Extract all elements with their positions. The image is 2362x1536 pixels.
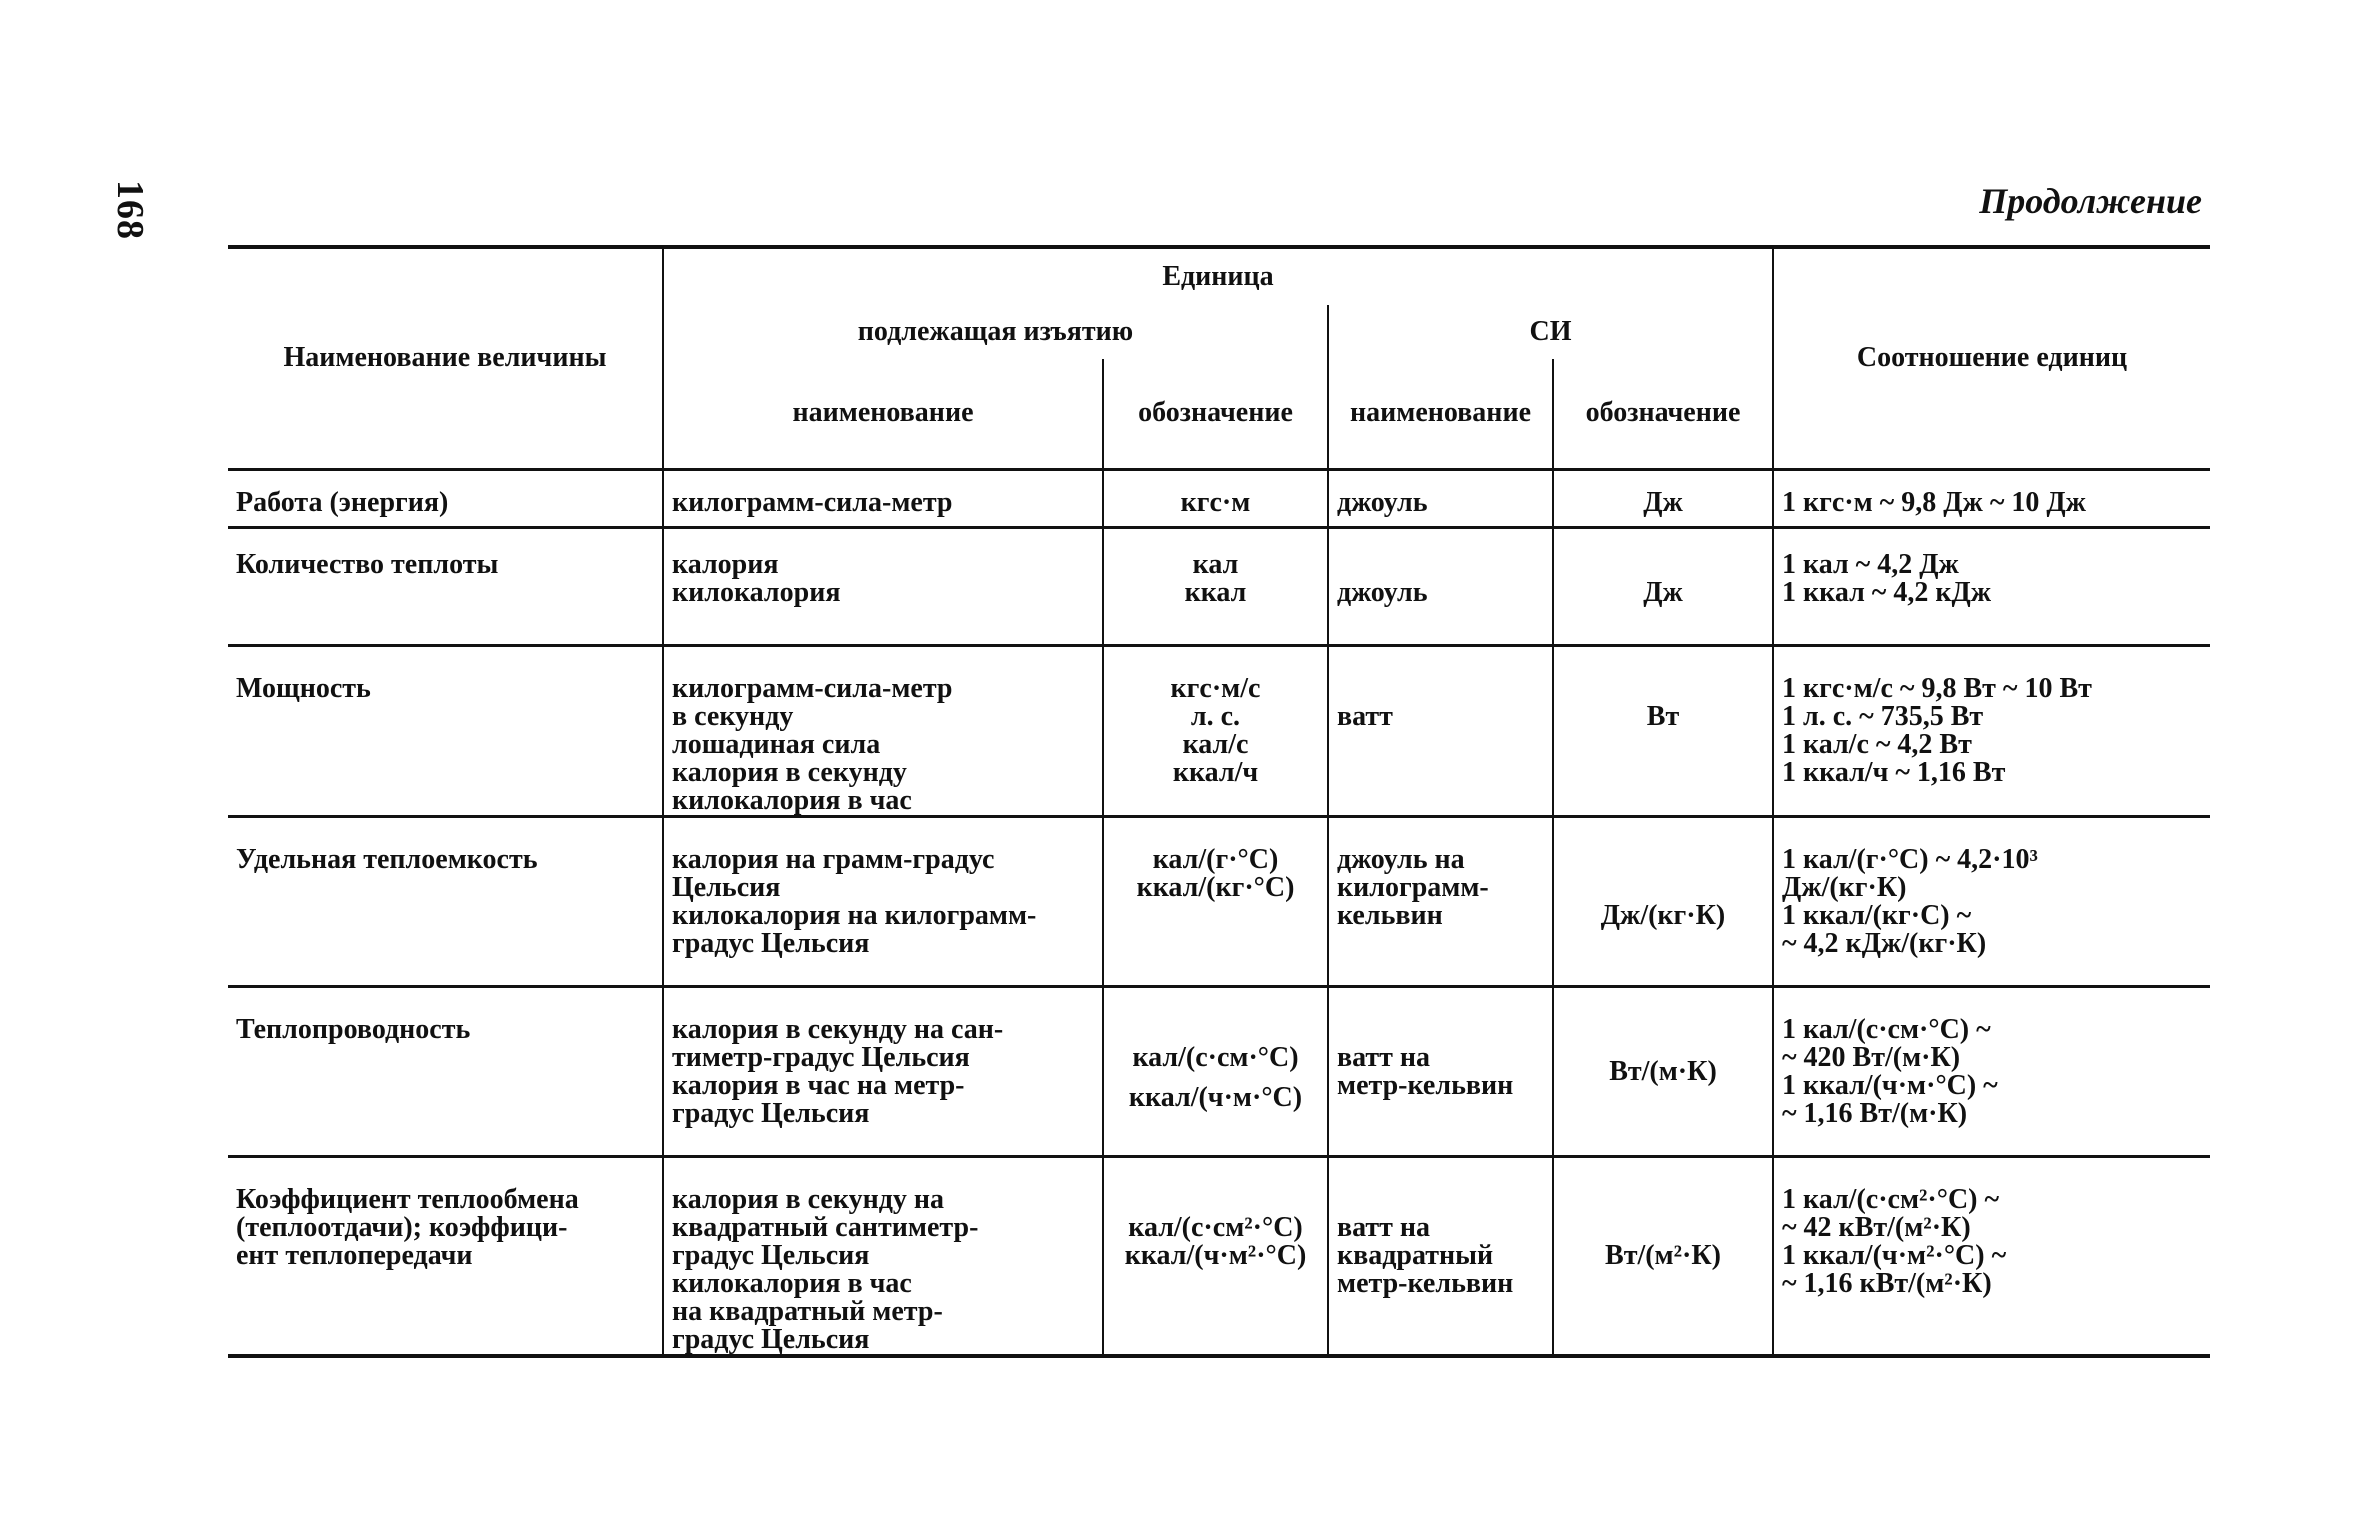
old-name-line: в секунду (672, 700, 794, 732)
old-symbol-cell (1103, 816, 1328, 986)
old-name-cell (663, 527, 1103, 645)
si-name-cell (1328, 527, 1553, 645)
quantity-line: Работа (энергия) (236, 486, 449, 518)
quantity-line: (теплоотдачи); коэффици- (236, 1211, 568, 1243)
continuation-label: Продолжение (1979, 181, 2202, 221)
old-name-line: градус Цельсия (672, 1097, 870, 1129)
si-name-cell (1328, 469, 1553, 527)
quantity-cell (228, 527, 663, 645)
old-symbol-cell (1103, 1156, 1328, 1356)
si-symbol-line: Вт/(м·К) (1609, 1055, 1717, 1087)
si-name-line: ватт на (1337, 1041, 1431, 1073)
quantity-cell (228, 1156, 663, 1356)
quantity-cell (228, 645, 663, 816)
old-symbol-line: кал (1192, 548, 1239, 580)
relation-cell (1773, 469, 2210, 527)
relation-line: 1 л. с. ~ 735,5 Вт (1782, 700, 1984, 732)
si-symbol-cell (1553, 645, 1773, 816)
header-relation (1773, 247, 2210, 469)
si-name-line: квадратный (1337, 1239, 1494, 1271)
old-name-line: градус Цельсия (672, 927, 870, 959)
page-number: 168 (109, 180, 151, 240)
relation-line: ~ 42 кВт/(м²·К) (1782, 1211, 1971, 1243)
old-symbol-line: л. с. (1190, 700, 1241, 732)
quantity-line: ент теплопередачи (236, 1239, 473, 1271)
si-symbol-cell (1553, 816, 1773, 986)
si-name-line: джоуль на (1337, 843, 1465, 875)
si-symbol-cell (1553, 527, 1773, 645)
old-name-cell (663, 986, 1103, 1156)
si-symbol-line: Дж (1643, 576, 1683, 608)
old-symbol-line: кал/с (1182, 728, 1249, 760)
old-symbol-line: ккал/ч (1172, 756, 1259, 788)
relation-line: ~ 4,2 кДж/(кг·К) (1782, 927, 1987, 959)
table-row (228, 1156, 2210, 1356)
relation-line: 1 кгс·м ~ 9,8 Дж ~ 10 Дж (1782, 486, 2086, 518)
units-table-container (228, 245, 2210, 1358)
old-name-line: килокалория в час (672, 784, 912, 816)
old-name-line: калория в секунду (672, 756, 907, 788)
old-name-line: градус Цельсия (672, 1239, 870, 1271)
table-row (228, 986, 2210, 1156)
old-symbol-line: кал/(г·°С) (1152, 843, 1279, 875)
relation-line: 1 кал/(с·см·°С) ~ (1782, 1013, 1991, 1045)
si-symbol-cell (1553, 1156, 1773, 1356)
quantity-line: Количество теплоты (236, 548, 499, 580)
old-symbol-line: кал/(с·см·°С) (1132, 1041, 1299, 1073)
relation-cell (1773, 1156, 2210, 1356)
si-name-line: ватт (1337, 700, 1393, 732)
table-row (228, 527, 2210, 645)
relation-line: 1 ккал/ч ~ 1,16 Вт (1782, 756, 2006, 788)
quantity-cell (228, 816, 663, 986)
header-si-name (1328, 359, 1553, 469)
si-name-line: килограмм- (1337, 871, 1489, 903)
old-name-line: градус Цельсия (672, 1323, 870, 1355)
si-name-line: метр-кельвин (1337, 1267, 1514, 1299)
header-old-symbol-text: обозначение (1138, 397, 1293, 429)
old-name-cell (663, 1156, 1103, 1356)
old-name-line: лошадиная сила (672, 728, 881, 760)
relation-line: 1 кал/(г·°С) ~ 4,2·10³ (1782, 843, 2038, 875)
relation-line: 1 ккал/(ч·м·°С) ~ (1782, 1069, 1998, 1101)
old-name-cell (663, 816, 1103, 986)
relation-line: ~ 1,16 кВт/(м²·К) (1782, 1267, 1992, 1299)
old-name-line: килокалория (672, 576, 841, 608)
units-table (228, 245, 2210, 1358)
old-symbol-line: ккал/(ч·м·°С) (1128, 1081, 1303, 1113)
header-old-symbol (1103, 359, 1328, 469)
old-name-line: калория (672, 548, 779, 580)
header-quantity-text: Наименование величины (283, 342, 607, 374)
old-name-line: на квадратный метр- (672, 1295, 943, 1327)
relation-line: 1 ккал/(ч·м²·°С) ~ (1782, 1239, 2007, 1271)
header-old-name-text: наименование (792, 397, 974, 429)
table-row (228, 816, 2210, 986)
si-symbol-cell (1553, 469, 1773, 527)
relation-cell (1773, 645, 2210, 816)
old-symbol-line: кгс·м (1180, 486, 1251, 518)
old-name-cell (663, 645, 1103, 816)
relation-line: ~ 1,16 Вт/(м·К) (1782, 1097, 1968, 1129)
si-name-line: джоуль (1337, 576, 1428, 608)
header-relation-text: Соотношение единиц (1856, 342, 2128, 374)
header-si-symbol-text: обозначение (1585, 397, 1741, 429)
quantity-cell (228, 986, 663, 1156)
relation-line: 1 ккал ~ 4,2 кДж (1782, 576, 1992, 608)
header-to-withdraw-text: подлежащая изъятию (857, 316, 1134, 347)
old-name-line: калория в секунду на сан- (672, 1013, 1004, 1045)
si-name-line: джоуль (1337, 486, 1428, 518)
relation-line: 1 кал/с ~ 4,2 Вт (1782, 728, 1972, 760)
table-row (228, 469, 2210, 527)
relation-line: 1 кал ~ 4,2 Дж (1782, 548, 1959, 580)
old-name-line: килокалория на килограмм- (672, 899, 1037, 931)
si-name-cell (1328, 986, 1553, 1156)
quantity-line: Теплопроводность (236, 1013, 471, 1045)
relation-line: 1 кгс·м/с ~ 9,8 Вт ~ 10 Вт (1782, 672, 2092, 704)
header-old-name (663, 359, 1103, 469)
relation-line: 1 ккал/(кг·С) ~ (1782, 899, 1972, 931)
header-si-name-text: наименование (1349, 397, 1531, 429)
si-name-cell (1328, 1156, 1553, 1356)
quantity-cell (228, 469, 663, 527)
quantity-line: Коэффициент теплообмена (236, 1183, 579, 1215)
relation-cell (1773, 816, 2210, 986)
old-symbol-line: ккал (1184, 576, 1247, 608)
header-si (1328, 305, 1773, 359)
si-symbol-line: Дж (1643, 486, 1683, 518)
header-unit-text: Единица (1162, 261, 1274, 292)
relation-cell (1773, 527, 2210, 645)
header-to-withdraw (663, 305, 1328, 359)
si-name-cell (1328, 816, 1553, 986)
old-symbol-cell (1103, 645, 1328, 816)
old-name-line: килокалория в час (672, 1267, 912, 1299)
old-name-line: квадратный сантиметр- (672, 1211, 979, 1243)
old-name-line: килограмм-сила-метр (672, 672, 953, 704)
si-name-line: кельвин (1337, 899, 1443, 931)
si-name-line: метр-кельвин (1337, 1069, 1514, 1101)
old-name-line: калория в секунду на (672, 1183, 945, 1215)
old-symbol-line: ккал/(кг·°С) (1136, 871, 1295, 903)
si-symbol-line: Дж/(кг·К) (1600, 899, 1726, 931)
si-symbol-line: Вт (1646, 700, 1680, 732)
quantity-line: Мощность (236, 672, 371, 704)
old-symbol-line: ккал/(ч·м²·°С) (1124, 1239, 1307, 1271)
si-symbol-line: Вт/(м²·К) (1605, 1239, 1721, 1271)
old-symbol-cell (1103, 527, 1328, 645)
relation-line: ~ 420 Вт/(м·К) (1782, 1041, 1961, 1073)
old-name-line: калория в час на метр- (672, 1069, 965, 1101)
old-name-line: калория на грамм-градус (672, 843, 995, 875)
header-si-text: СИ (1529, 316, 1572, 347)
old-symbol-cell (1103, 986, 1328, 1156)
relation-line: Дж/(кг·К) (1782, 871, 1907, 903)
quantity-line: Удельная теплоемкость (236, 843, 538, 875)
table-row (228, 645, 2210, 816)
si-name-cell (1328, 645, 1553, 816)
old-symbol-cell (1103, 469, 1328, 527)
header-si-symbol (1553, 359, 1773, 469)
relation-line: 1 кал/(с·см²·°С) ~ (1782, 1183, 2000, 1215)
header-unit (663, 247, 1773, 305)
old-symbol-line: кгс·м/с (1170, 672, 1261, 704)
old-name-cell (663, 469, 1103, 527)
old-symbol-line: кал/(с·см²·°С) (1128, 1211, 1303, 1243)
header-quantity (228, 247, 663, 469)
relation-cell (1773, 986, 2210, 1156)
old-name-line: Цельсия (672, 871, 781, 903)
old-name-line: тиметр-градус Цельсия (672, 1041, 970, 1073)
old-name-line: килограмм-сила-метр (672, 486, 953, 518)
si-name-line: ватт на (1337, 1211, 1431, 1243)
si-symbol-cell (1553, 986, 1773, 1156)
